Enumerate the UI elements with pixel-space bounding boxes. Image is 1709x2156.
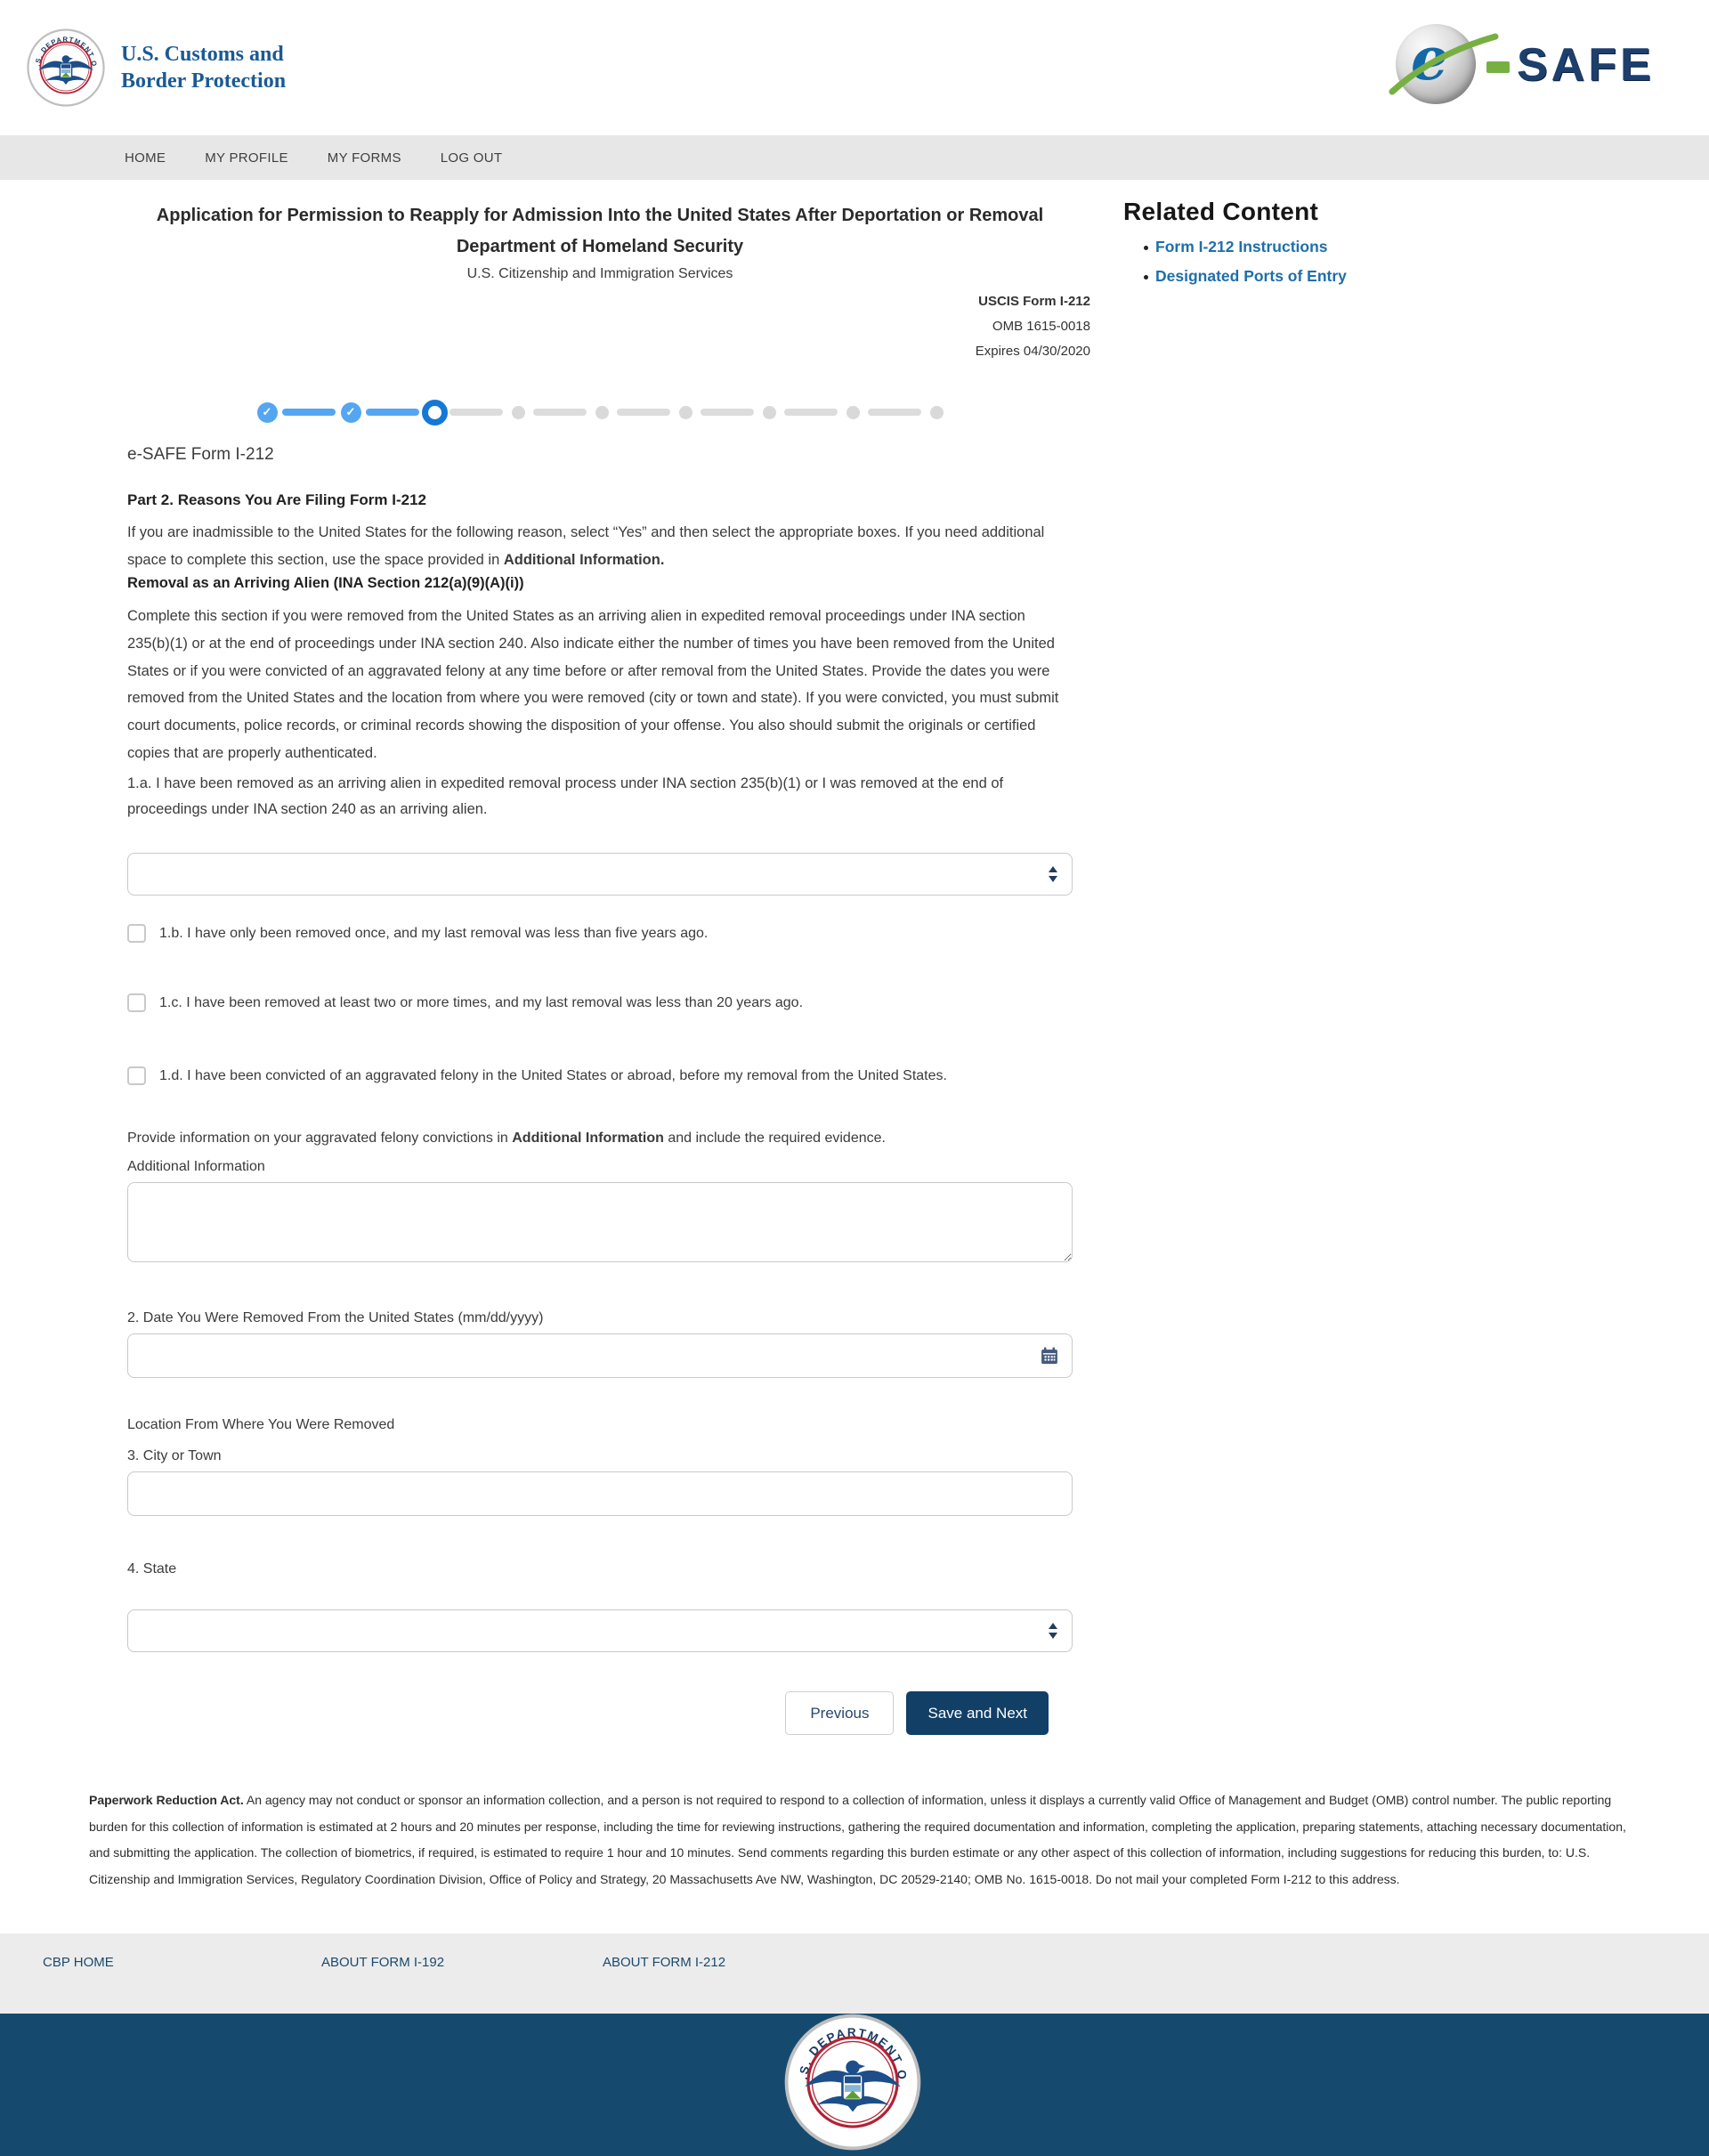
link-designated-ports-of-entry[interactable]: Designated Ports of Entry (1155, 267, 1347, 285)
esafe-wordmark: SAFE (1517, 39, 1655, 91)
removal-section-text: Complete this section if you were removed from the United States as an arriving alien in expedited removal proceedings under INA section 235(b)(1) or at the end of proceedings under INA section 240. Also indicate either the number of times you have been removed from the United States or if you were convicted of an aggravated felony at any time before or after removal from the United States. Provide the dates you were removed from the United States and the location from where you were removed (city or town and state). If you were convicted, you must submit court documents, police records, or criminal records showing the disposition of your offense. You also should submit the originals or certified copies that are properly authenticated. (127, 608, 1059, 761)
footer-link-cbp-home[interactable]: CBP HOME (43, 1955, 114, 1970)
link-form-i212-instructions[interactable]: Form I-212 Instructions (1155, 238, 1328, 255)
intro-text: If you are inadmissible to the United States for the following reason, select “Yes” and then select the appropriate boxes. If you need additional space to complete this section, use the space provided in (127, 524, 1045, 568)
stepper-step-4 (505, 399, 531, 426)
related-content-heading: Related Content (1123, 198, 1319, 225)
removal-section-heading: Removal as an Arriving Alien (INA Section 212(a)(9)(A)(i)) (127, 575, 524, 591)
nav-item-log-out[interactable]: LOG OUT (440, 150, 503, 166)
felony-bold-text: Additional Information (512, 1131, 664, 1146)
related-content-panel (1123, 198, 1542, 296)
select-spinner-icon (1049, 1623, 1057, 1639)
dhs-seal-icon (27, 28, 105, 107)
uscis-form-info (127, 289, 1090, 364)
step-upcoming-icon (679, 406, 693, 419)
question-2-label: 2. Date You Were Removed From the United States (mm/dd/yyyy) (127, 1310, 544, 1325)
cbp-wordmark (121, 41, 286, 94)
step-upcoming-icon (595, 406, 609, 419)
stepper-connector (617, 409, 670, 416)
checkbox-1b-label: 1.b. I have only been removed once, and my last removal was less than five years ago. (159, 925, 709, 941)
city-or-town-field (127, 1471, 1073, 1516)
form-title-block (127, 206, 1073, 282)
form-title: Application for Permission to Reapply for Admission Into the United States After Deportation or Removal (156, 206, 1044, 225)
checkbox-1d[interactable] (127, 1066, 146, 1085)
step-upcoming-icon (763, 406, 776, 419)
cbp-logo[interactable] (27, 28, 286, 107)
select-spinner-icon (1049, 866, 1057, 882)
question-3-label: 3. City or Town (127, 1448, 222, 1463)
esafe-globe-icon (1396, 24, 1476, 104)
stepper-connector (450, 409, 503, 416)
stepper-connector (366, 409, 419, 416)
additional-information-textarea[interactable] (127, 1182, 1073, 1262)
main-navbar (0, 135, 1709, 180)
nav-item-my-profile[interactable]: MY PROFILE (205, 150, 288, 166)
step-complete-icon (257, 402, 278, 423)
calendar-icon[interactable] (1040, 1346, 1059, 1366)
stepper-connector (784, 409, 838, 416)
cbp-wordmark-line2: Border Protection (121, 69, 287, 93)
checkbox-1c-label: 1.c. I have been removed at least two or more times, and my last removal was less than 20 years ago. (159, 994, 804, 1010)
step-complete-icon (341, 402, 361, 423)
step-current-icon (422, 400, 448, 426)
stepper-step-5 (588, 399, 615, 426)
felony-instruction-text (127, 1131, 1069, 1147)
footer-links-bar (0, 1933, 1709, 2014)
question-1a-select[interactable] (127, 853, 1073, 896)
city-or-town-input[interactable] (141, 1472, 1059, 1515)
stepper-step-9 (923, 399, 950, 426)
state-select[interactable] (127, 1609, 1073, 1652)
form-subtitle: Department of Homeland Security (456, 237, 744, 256)
stepper-connector (282, 409, 336, 416)
form-agency: U.S. Citizenship and Immigration Services (466, 266, 733, 281)
save-and-next-button[interactable]: Save and Next (906, 1691, 1049, 1735)
esafe-form-label: e-SAFE Form I-212 (127, 445, 274, 464)
stepper-step-8 (839, 399, 866, 426)
site-header (0, 0, 1709, 135)
checkbox-row-1d (127, 1066, 947, 1085)
checkbox-1c[interactable] (127, 993, 146, 1012)
stepper-step-7 (756, 399, 782, 426)
additional-information-label: Additional Information (127, 1159, 265, 1174)
cbp-wordmark-line1: U.S. Customs and (121, 43, 284, 66)
stepper-connector (701, 409, 754, 416)
stepper-step-3-current (421, 399, 448, 426)
checkbox-1b[interactable] (127, 924, 146, 943)
paperwork-reduction-act-text (89, 1787, 1645, 1893)
list-item (1155, 267, 1542, 286)
expiration-date: Expires 04/30/2020 (975, 344, 1090, 359)
esafe-e-letter: e (1411, 24, 1448, 93)
dhs-seal-footer-icon (784, 2014, 921, 2151)
step-upcoming-icon (930, 406, 944, 419)
question-1a-label: 1.a. I have been removed as an arriving alien in expedited removal process under INA section 235(b)(1) or I was removed at the end of proceedings under INA section 240 as an arriving alien. (127, 775, 1004, 817)
uscis-form-number: USCIS Form I-212 (978, 294, 1090, 309)
progress-stepper (127, 393, 1073, 431)
date-removed-field (127, 1333, 1073, 1378)
part2-intro-text (127, 519, 1062, 574)
form-action-buttons (127, 1691, 1049, 1735)
checkbox-row-1b (127, 924, 708, 943)
checkbox-1d-label: 1.d. I have been convicted of an aggravated felony in the United States or abroad, before my removal from the United States. (159, 1067, 947, 1083)
stepper-step-1 (254, 399, 280, 426)
nav-item-home[interactable]: HOME (125, 150, 166, 166)
step-upcoming-icon (846, 406, 860, 419)
step-upcoming-icon (512, 406, 525, 419)
stepper-connector (533, 409, 587, 416)
pra-body: An agency may not conduct or sponsor an information collection, and a person is not required to respond to a collection of information, unless it displays a currently valid Office of Management and Budget (OMB) control number. The public reporting burden for this collection of information is estimated at 2 hours and 20 minutes per response, including the time for reviewing instructions, gathering the required documentation and information, completing the application, preparing statements, attaching necessary documentation, and submitting the application. The collection of biometrics, if required, is estimated to require 1 hour and 10 minutes. Send comments regarding this burden estimate or any other aspect of this collection of information, including suggestions for reducing this burden, to: U.S. Citizenship and Immigration Services, Regulatory Coordination Division, Office of Policy and Strategy, 20 Massachusetts Ave NW, Washington, DC 20529-2140; OMB No. 1615-0018. Do not mail your completed Form I-212 to this address. (89, 1793, 1626, 1886)
nav-item-my-forms[interactable]: MY FORMS (327, 150, 401, 166)
footer-link-about-form-i192[interactable]: ABOUT FORM I-192 (321, 1955, 445, 1970)
esafe-logo (1396, 23, 1655, 105)
esafe-swoosh-icon (1387, 20, 1499, 106)
stepper-connector (868, 409, 921, 416)
footer-link-about-form-i212[interactable]: ABOUT FORM I-212 (603, 1955, 726, 1970)
previous-button[interactable]: Previous (785, 1691, 894, 1735)
felony-text-end: and include the required evidence. (663, 1131, 886, 1146)
list-item (1155, 238, 1542, 256)
checkbox-row-1c (127, 993, 803, 1012)
question-4-label: 4. State (127, 1561, 177, 1576)
stepper-step-2 (337, 399, 364, 426)
location-heading: Location From Where You Were Removed (127, 1417, 395, 1432)
date-removed-input[interactable] (141, 1334, 1040, 1377)
stepper-step-6 (672, 399, 699, 426)
felony-text: Provide information on your aggravated felony convictions in (127, 1131, 513, 1146)
omb-number: OMB 1615-0018 (992, 319, 1090, 334)
pra-lead: Paperwork Reduction Act. (89, 1793, 244, 1807)
part2-heading: Part 2. Reasons You Are Filing Form I-212 (127, 491, 426, 508)
intro-bold-text: Additional Information. (503, 552, 665, 568)
